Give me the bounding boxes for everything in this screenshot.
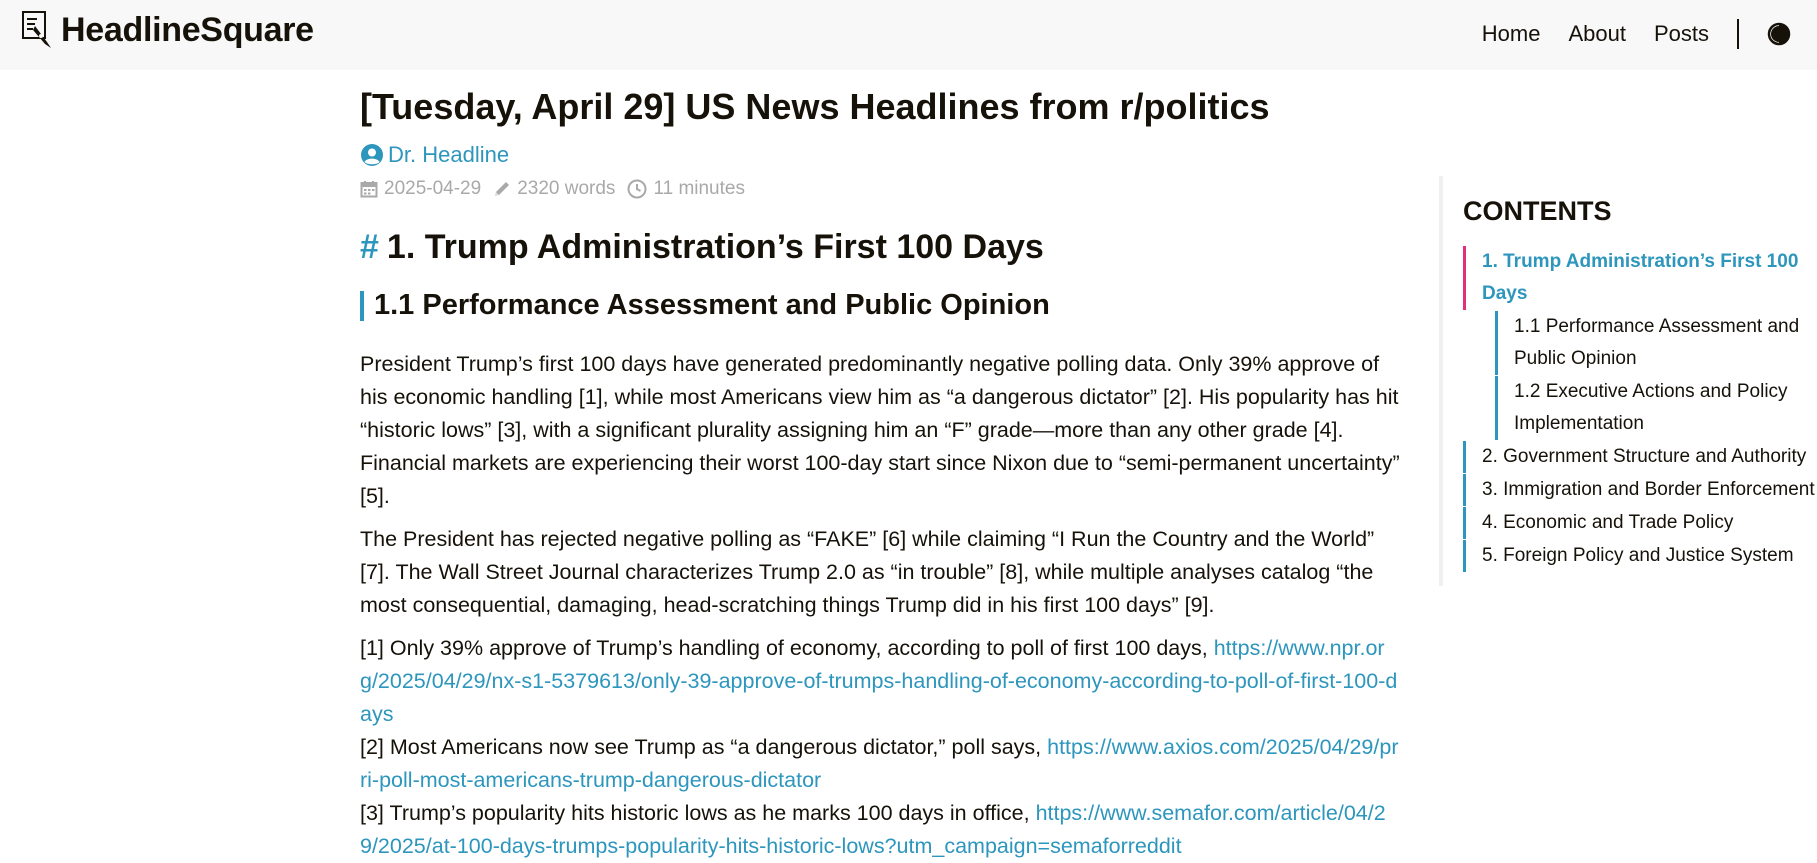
reference-item bbox=[360, 632, 1400, 731]
reading-time-value: 11 minutes bbox=[653, 178, 745, 200]
reference-link[interactable]: https://www.npr.org/2025/04/29/nx-s1-5379613/only-39-approve-of-trumps-handling-of-economy-according-to-poll-of-first-100-days bbox=[360, 636, 1398, 727]
reference-text: [2] Most Americans now see Trump as “a dangerous dictator,” poll says, bbox=[360, 735, 1048, 760]
toc-item-1-1[interactable]: 1.1 Performance Assessment and Public Opinion bbox=[1495, 311, 1817, 375]
reference-text: [3] Trump’s popularity hits historic lows as he marks 100 days in office, bbox=[360, 801, 1036, 826]
toc-title: CONTENTS bbox=[1463, 196, 1612, 226]
section-heading-1-1-text: 1.1 Performance Assessment and Public Opinion bbox=[374, 289, 1050, 322]
nav-home[interactable]: Home bbox=[1481, 21, 1541, 46]
paragraph: President Trump’s first 100 days have generated predominantly negative polling data. Only 39% approve of his economic handling [1], while most Americans view him as “a dangerous dictator” [2]. His popularity has hit “historic lows” [3], with a significant plurality assigning him an “F” grade—more than any other grade [4]. Financial markets are experiencing their worst 100-day start since Nixon due to “semi-permanent uncertainty” [5]. bbox=[360, 352, 1400, 509]
post-date-value: 2025-04-29 bbox=[384, 178, 482, 200]
toc-item-1[interactable]: 1. Trump Administration’s First 100 Days bbox=[1463, 246, 1817, 310]
toc-list bbox=[1463, 246, 1817, 573]
reference-text: [1] Only 39% approve of Trump’s handling of economy, according to poll of first 100 days, bbox=[360, 636, 1214, 661]
toc-item-3[interactable]: 3. Immigration and Border Enforcement bbox=[1463, 474, 1817, 506]
section-heading-1 bbox=[360, 228, 1400, 267]
heading-anchor-link[interactable]: # bbox=[360, 228, 379, 267]
toc-item-5[interactable]: 5. Foreign Policy and Justice System bbox=[1463, 540, 1817, 572]
reference-item bbox=[360, 731, 1400, 797]
post-reading-time bbox=[627, 178, 745, 200]
heading-accent-bar bbox=[360, 291, 364, 321]
quill-document-icon bbox=[21, 10, 53, 50]
post-word-count bbox=[493, 178, 615, 200]
post-meta bbox=[360, 178, 1400, 200]
toc-item-2[interactable]: 2. Government Structure and Authority bbox=[1463, 441, 1817, 473]
reference-link[interactable]: https://www.semafor.com/article/04/29/2025/at-100-days-trumps-popularity-hits-historic-lows?utm_campaign=semaforreddit bbox=[360, 801, 1386, 859]
main-nav bbox=[1482, 16, 1791, 52]
pencil-icon bbox=[493, 180, 511, 198]
table-of-contents bbox=[1439, 176, 1817, 586]
word-count-value: 2320 words bbox=[517, 178, 616, 200]
article bbox=[360, 70, 1400, 863]
reference-list bbox=[360, 632, 1400, 863]
theme-toggle-button[interactable] bbox=[1767, 22, 1791, 46]
user-circle-icon bbox=[360, 143, 384, 167]
author-name: Dr. Headline bbox=[388, 142, 510, 168]
paragraph: The President has rejected negative polling as “FAKE” [6] while claiming “I Run the Country and the World” [7]. The Wall Street Journal characterizes Trump 2.0 as “in trouble” [8], while multiple analyses catalog “the most consequential, damaging, head-scratching things Trump did in his first 100 days” [9]. bbox=[360, 527, 1375, 618]
section-heading-1-text: 1. Trump Administration’s First 100 Days bbox=[386, 228, 1044, 267]
site-name: HeadlineSquare bbox=[61, 10, 314, 49]
nav-about[interactable]: About bbox=[1568, 21, 1626, 46]
site-header bbox=[0, 0, 1817, 70]
section-heading-1-1 bbox=[360, 289, 1400, 322]
site-logo-link[interactable] bbox=[21, 10, 314, 50]
clock-icon bbox=[627, 179, 647, 199]
author-link[interactable] bbox=[360, 142, 1400, 168]
nav-posts[interactable]: Posts bbox=[1653, 21, 1709, 46]
contrast-icon bbox=[1767, 22, 1791, 46]
reference-link[interactable]: https://www.axios.com/2025/04/29/prri-poll-most-americans-trump-dangerous-dictator bbox=[360, 735, 1399, 793]
toc-item-4[interactable]: 4. Economic and Trade Policy bbox=[1463, 507, 1817, 539]
post-title: [Tuesday, April 29] US News Headlines from r/politics bbox=[360, 86, 1270, 127]
nav-divider bbox=[1737, 19, 1739, 49]
post-date bbox=[360, 178, 481, 200]
calendar-icon bbox=[360, 180, 378, 198]
reference-item bbox=[360, 797, 1400, 863]
toc-item-1-2[interactable]: 1.2 Executive Actions and Policy Implementation bbox=[1495, 376, 1817, 440]
